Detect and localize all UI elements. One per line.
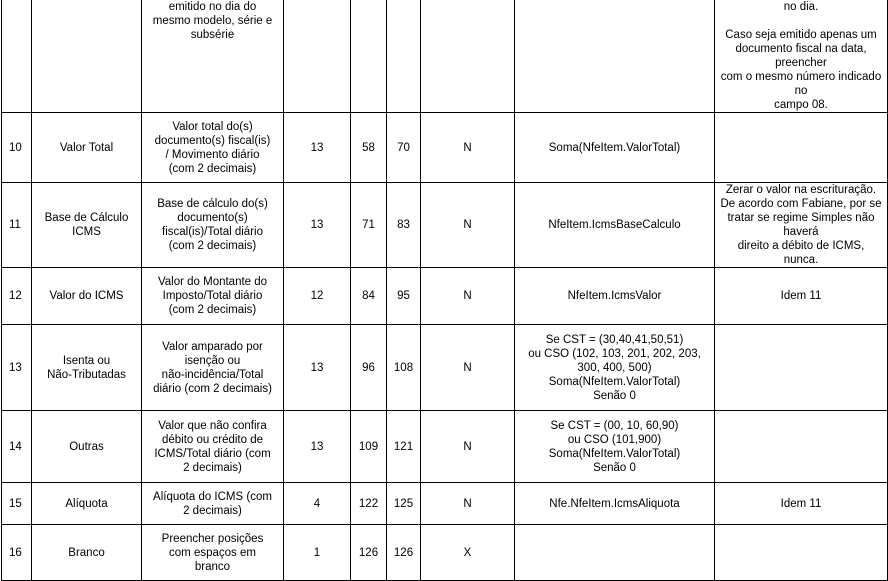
- cell-end: 108: [387, 325, 421, 411]
- cell-start: 71: [351, 183, 387, 268]
- cell-description: Preencher posições com espaços em branco: [142, 525, 284, 581]
- cell-field-name: Outras: [32, 411, 142, 483]
- cell-number: 11: [2, 183, 32, 268]
- table-row: [2, 113, 888, 183]
- cell-source: Se CST = (30,40,41,50,51) ou CSO (102, 103, 201, 202, 203, 300, 400, 500) Soma(NfeItem.ValorTotal) Senão 0: [515, 325, 715, 411]
- cell-start: 96: [351, 325, 387, 411]
- cell-source: NfeItem.IcmsValor: [515, 268, 715, 325]
- cell-field-name: [32, 0, 142, 113]
- cell-number: 13: [2, 325, 32, 411]
- cell-size: 12: [284, 268, 351, 325]
- cell-observation: Idem 11: [715, 268, 888, 325]
- cell-field-name: Alíquota: [32, 483, 142, 525]
- cell-field-name: Valor do ICMS: [32, 268, 142, 325]
- cell-observation: Zerar o valor na escrituração. De acordo com Fabiane, por se tratar se regime Simples não haverá direito a débito de ICMS, nunca.: [715, 183, 888, 268]
- cell-type: N: [421, 183, 515, 268]
- cell-end: 125: [387, 483, 421, 525]
- cell-observation: [715, 411, 888, 483]
- cell-start: 109: [351, 411, 387, 483]
- cell-end: 126: [387, 525, 421, 581]
- cell-end: [387, 0, 421, 113]
- table-row: [2, 483, 888, 525]
- cell-source: Nfe.NfeItem.IcmsAliquota: [515, 483, 715, 525]
- cell-size: 13: [284, 113, 351, 183]
- cell-description: Valor do Montante do Imposto/Total diário (com 2 decimais): [142, 268, 284, 325]
- cell-source: NfeItem.IcmsBaseCalculo: [515, 183, 715, 268]
- cell-field-name: Branco: [32, 525, 142, 581]
- cell-number: 16: [2, 525, 32, 581]
- cell-number: 15: [2, 483, 32, 525]
- cell-end: 121: [387, 411, 421, 483]
- cell-end: 83: [387, 183, 421, 268]
- cell-field-name: Valor Total: [32, 113, 142, 183]
- cell-size: [284, 0, 351, 113]
- cell-observation: [715, 325, 888, 411]
- cell-field-name: Base de Cálculo ICMS: [32, 183, 142, 268]
- cell-type: [421, 0, 515, 113]
- cell-observation: [715, 525, 888, 581]
- cell-description: Alíquota do ICMS (com 2 decimais): [142, 483, 284, 525]
- cell-source: Se CST = (00, 10, 60,90) ou CSO (101,900) Soma(NfeItem.ValorTotal) Senão 0: [515, 411, 715, 483]
- cell-description: Valor total do(s) documento(s) fiscal(is) / Movimento diário (com 2 decimais): [142, 113, 284, 183]
- table-row: [2, 183, 888, 268]
- table-row: [2, 0, 888, 113]
- table-row: [2, 268, 888, 325]
- cell-number: 10: [2, 113, 32, 183]
- cell-type: N: [421, 411, 515, 483]
- cell-description: emitido no dia do mesmo modelo, série e subsérie: [142, 0, 284, 113]
- cell-type: N: [421, 268, 515, 325]
- cell-description: Base de cálculo do(s) documento(s) fiscal(is)/Total diário (com 2 decimais): [142, 183, 284, 268]
- cell-number: 12: [2, 268, 32, 325]
- cell-observation: [715, 113, 888, 183]
- cell-size: 13: [284, 325, 351, 411]
- cell-description: Valor que não confira débito ou crédito de ICMS/Total diário (com 2 decimais): [142, 411, 284, 483]
- cell-size: 1: [284, 525, 351, 581]
- cell-type: N: [421, 325, 515, 411]
- table-row: [2, 525, 888, 581]
- cell-number: [2, 0, 32, 113]
- cell-source: Soma(NfeItem.ValorTotal): [515, 113, 715, 183]
- cell-type: X: [421, 525, 515, 581]
- field-layout-table: [1, 0, 888, 581]
- cell-start: 122: [351, 483, 387, 525]
- cell-field-name: Isenta ou Não-Tributadas: [32, 325, 142, 411]
- cell-size: 4: [284, 483, 351, 525]
- table-row: [2, 411, 888, 483]
- cell-size: 13: [284, 183, 351, 268]
- cell-start: [351, 0, 387, 113]
- cell-description: Valor amparado por isenção ou não-incidência/Total diário (com 2 decimais): [142, 325, 284, 411]
- cell-source: [515, 0, 715, 113]
- cell-observation: Idem 11: [715, 483, 888, 525]
- cell-end: 95: [387, 268, 421, 325]
- cell-number: 14: [2, 411, 32, 483]
- cell-start: 58: [351, 113, 387, 183]
- cell-start: 84: [351, 268, 387, 325]
- cell-source: [515, 525, 715, 581]
- cell-end: 70: [387, 113, 421, 183]
- cell-observation: no dia. Caso seja emitido apenas um documento fiscal na data, preencher com o mesmo número indicado no campo 08.: [715, 0, 888, 113]
- cell-type: N: [421, 483, 515, 525]
- cell-start: 126: [351, 525, 387, 581]
- cell-size: 13: [284, 411, 351, 483]
- table-row: [2, 325, 888, 411]
- cell-type: N: [421, 113, 515, 183]
